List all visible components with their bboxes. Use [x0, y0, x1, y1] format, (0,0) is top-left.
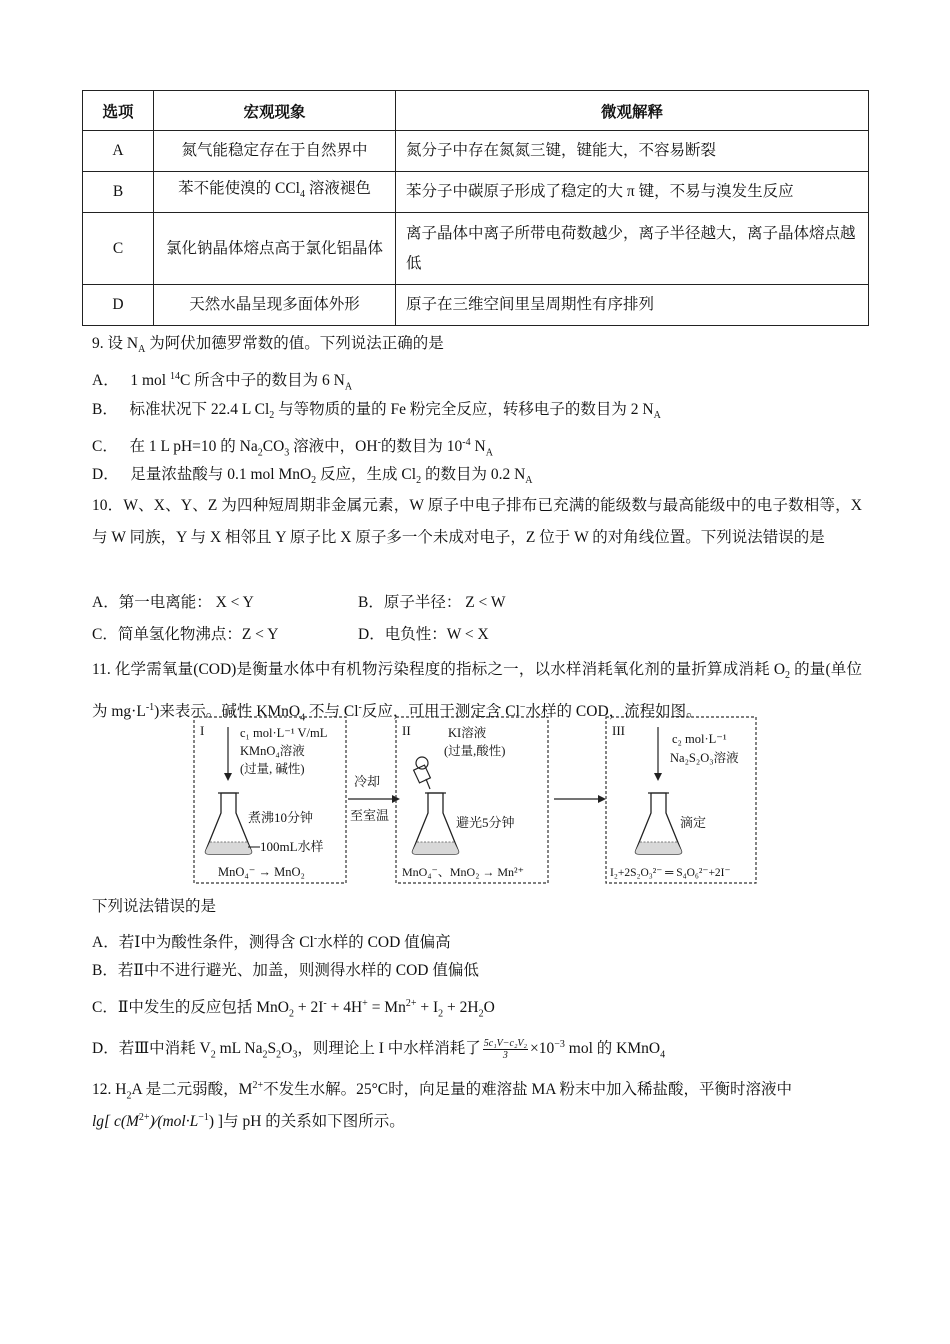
box-1-line2: KMnO₄溶液 — [240, 744, 305, 758]
q12-l1-c: 不发生水解。25°C时，向足量的难溶盐 MA 粉末中加入稀盐酸，平衡时溶液中 — [263, 1081, 793, 1099]
box-1-roman: I — [200, 723, 205, 738]
box-2-reaction: MnO₄⁻、MnO₂ → Mn²⁺ — [402, 865, 524, 879]
table-row — [83, 172, 869, 213]
q9-b-text-a: 标准状况下 22.4 L Cl — [129, 401, 270, 418]
q11-stem-c: )来表示。碱性 KMnO — [154, 703, 301, 721]
q11-a-text-b: 水样的 COD 值偏高 — [317, 934, 451, 952]
q12-l1-sup: 2+ — [252, 1080, 264, 1091]
q9-c-text-e: N — [470, 438, 486, 456]
q12-l1-sub: 2 — [126, 1090, 132, 1102]
q9-c-text-b: CO — [262, 438, 285, 456]
q10-option-d: D．电负性：W < X — [358, 626, 489, 643]
cell-macro: 氮气能稳定存在于自然界中 — [154, 131, 396, 172]
cell-option: A — [83, 131, 154, 172]
arrow-2-head — [598, 795, 606, 803]
box-1-arrow-head — [224, 773, 232, 781]
cell-option: C — [83, 213, 154, 285]
q11-c-sub2: 2 — [438, 1008, 444, 1020]
q9-option-b — [92, 399, 661, 427]
q11-d-frac-den: 3 — [502, 1050, 508, 1062]
q9-option-d — [92, 464, 533, 492]
box-3-step: 滴定 — [680, 815, 707, 830]
q9-option-a — [92, 366, 352, 398]
q11-stem-e: 反应，可用于测定含 Cl — [361, 703, 520, 721]
q9-b-label: B． — [92, 401, 118, 418]
box-3-roman: III — [612, 723, 625, 738]
q9-c-text-a: 在 1 L pH=10 的 Na — [129, 438, 258, 456]
q9-a-label: A． — [92, 372, 119, 390]
arrow-1-bottom-label: 至室温 — [350, 808, 390, 823]
box-1-sample: 100mL水样 — [260, 839, 324, 854]
box-1-step: 煮沸10分钟 — [248, 810, 314, 825]
q9-a-text-a: 1 mol — [130, 372, 170, 390]
q11-d-sub4: 3 — [292, 1049, 298, 1061]
box-3-reaction: I₂+2S₂O₃²⁻ ═ S₄O₆²⁻+2I⁻ — [610, 867, 731, 879]
q11-option-d — [92, 1030, 665, 1070]
q9-d-sub3: A — [525, 475, 533, 487]
box-1-reaction: MnO₄⁻ → MnO₂ — [218, 865, 305, 879]
box-2-line1: KI溶液 — [448, 726, 487, 740]
q9-d-sub1: 2 — [311, 475, 317, 487]
q12-l2-sup1: 2+ — [138, 1112, 150, 1123]
q11-stem-sub: 2 — [785, 670, 791, 682]
q9-stem-b: 为阿伏加德罗常数的值。下列说法正确的是 — [145, 335, 444, 352]
box-1-frame — [194, 717, 346, 883]
q11-d-sup: −3 — [554, 1039, 565, 1050]
q11-d-sub5: 4 — [660, 1049, 666, 1061]
q11-d-text-d: O — [281, 1040, 293, 1058]
flask-2-icon — [412, 793, 458, 854]
q11-c-text-b: + 2I — [293, 999, 324, 1017]
q11-c-text-a: C．Ⅱ中发生的反应包括 MnO — [92, 999, 289, 1017]
q9-stem-sub: A — [138, 344, 146, 356]
q11-stem-sup2: - — [358, 702, 362, 714]
q9-option-c — [92, 432, 493, 464]
box-2-line2: (过量,酸性) — [444, 744, 506, 758]
q11-d-text-b: mL Na — [215, 1040, 263, 1058]
q9-c-sup2: -4 — [462, 437, 471, 448]
q11-a-text-a: A．若Ⅰ中为酸性条件，测得含 Cl — [92, 934, 314, 952]
cell-macro-a: 苯不能使溴的 CCl — [178, 179, 300, 197]
q11-d-text-c: S — [267, 1040, 277, 1058]
q9-a-sub: A — [344, 381, 353, 393]
q9-a-text-b: C 所含中子的数目为 6 N — [179, 372, 345, 390]
table-row — [83, 131, 869, 172]
box-3-line2: Na₂S₂O₃溶液 — [670, 751, 739, 765]
q11-c-sub1: 2 — [288, 1008, 294, 1020]
q9-c-sub2: 3 — [284, 447, 290, 459]
q11-stem-sub2: 4 — [300, 712, 306, 724]
q12-l2-a: lg[ c(M — [92, 1113, 139, 1131]
q9-b-text-b: 与等物质的量的 Fe 粉完全反应，转移电子的数目为 2 N — [274, 401, 654, 418]
q9-stem — [92, 333, 444, 361]
q11-option-a — [92, 928, 451, 954]
q11-c-sub3: 2 — [478, 1008, 484, 1020]
box-2-frame — [396, 717, 548, 883]
cell-macro: 氯化钠晶体熔点高于氯化铝晶体 — [154, 213, 396, 285]
q12-line-2 — [92, 1107, 405, 1133]
q11-d-text-g: mol 的 KMnO — [564, 1040, 661, 1058]
q9-b-sub2: A — [653, 410, 661, 422]
box-1-line1: c₁ mol·L⁻¹ V/mL — [240, 726, 328, 740]
q11-sub-stem: 下列说法错误的是 — [92, 898, 217, 915]
cell-option: B — [83, 172, 154, 213]
box-2-step: 避光5分钟 — [456, 815, 515, 830]
cell-macro-b: 溶液褪色 — [304, 179, 371, 197]
q11-stem-sup1: -1 — [145, 702, 155, 714]
q11-option-b: B．若Ⅱ中不进行避光、加盖，则测得水样的 COD 值偏低 — [92, 962, 479, 979]
options-table — [82, 90, 869, 326]
q11-d-text-e: ，则理论上 I 中水样消耗了 — [297, 1040, 481, 1058]
q9-d-text-c: 的数目为 0.2 N — [421, 466, 526, 483]
cell-micro: 离子晶体中离子所带电荷数越少，离子半径越大，离子晶体熔点越低 — [396, 213, 869, 285]
q12-l2-sup2: −1 — [198, 1112, 209, 1123]
header-option: 选项 — [83, 91, 154, 131]
q11-d-sub1: 2 — [210, 1049, 216, 1061]
cell-micro: 原子在三维空间里呈周期性有序排列 — [396, 285, 869, 326]
box-2-roman: II — [402, 723, 411, 738]
q10-option-a: A．第一电离能： X < Y — [92, 594, 254, 611]
q9-d-label: D． — [92, 466, 119, 483]
box-3-line1: c₂ mol·L⁻¹ — [672, 732, 727, 746]
q9-d-text-a: 足量浓盐酸与 0.1 mol MnO — [130, 466, 312, 483]
q11-d-text-a: D．若Ⅲ中消耗 V — [92, 1040, 211, 1058]
arrow-1-top-label: 冷却 — [354, 774, 381, 789]
q11-c-text-c: + 4H — [326, 999, 363, 1017]
q12-l1-a: 12. H — [92, 1081, 127, 1099]
table-row — [83, 213, 869, 285]
q11-c-text-e: + I — [416, 999, 439, 1017]
q9-c-label: C． — [92, 438, 118, 456]
q9-c-text-d: 的数目为 10 — [380, 438, 463, 456]
q11-c-sup3: 2+ — [405, 998, 417, 1009]
q11-c-text-g: O — [483, 999, 495, 1017]
q12-line-1 — [92, 1075, 792, 1107]
q12-l1-b: A 是二元弱酸，M — [131, 1081, 253, 1099]
table-header-row — [83, 91, 869, 131]
q11-stem-f: 水样的 COD，流程如图。 — [525, 703, 702, 721]
q11-option-c — [92, 993, 495, 1025]
q11-c-sup2: + — [362, 998, 368, 1009]
dropper-bottle-icon — [414, 757, 431, 789]
q10-option-b: B．原子半径： Z < W — [358, 594, 506, 611]
cod-flow-diagram — [190, 713, 760, 888]
q12-l2-c: ) ]与 pH 的关系如下图所示。 — [208, 1113, 405, 1131]
cell-macro: 天然水晶呈现多面体外形 — [154, 285, 396, 326]
q9-c-sub3: A — [485, 447, 493, 459]
q11-stem-a: 11. 化学需氧量(COD)是衡量水体中有机物污染程度的指标之一，以水样消耗氧化剂的量折算成消耗 O — [92, 661, 786, 678]
q9-a-sup: 14 — [169, 371, 180, 382]
cell-macro — [154, 172, 396, 213]
q11-stem-d: 不与 Cl — [305, 703, 359, 721]
flask-1-icon — [205, 793, 251, 854]
q9-c-sub1: 2 — [257, 447, 263, 459]
header-micro: 微观解释 — [396, 91, 869, 131]
cell-micro: 苯分子中碳原子形成了稳定的大 π 键，不易与溴发生反应 — [396, 172, 869, 213]
q9-d-sub2: 2 — [416, 475, 422, 487]
q11-c-text-d: = Mn — [367, 999, 406, 1017]
q10-stem: 10．W、X、Y、Z 为四种短周期非金属元素，W 原子中电子排布已充满的能级数与最高能级中的电子数相等，X 与 W 同族，Y 与 X 相邻且 Y 原子比 X 原子多一个未成对电子，Z 位于 W 的对角线位置。下列说法错误的是 — [92, 497, 862, 546]
cell-macro-sub: 4 — [299, 189, 305, 201]
q11-d-frac-num: 5c₁V−c₂V₂ — [483, 1038, 528, 1050]
q11-d-text-f: ×10 — [530, 1040, 555, 1058]
q11-stem-b: 的量(单位为 mg·L — [92, 661, 862, 721]
q11-a-sup: - — [313, 933, 318, 944]
box-3-arrow-head — [654, 773, 662, 781]
flask-3-icon — [635, 793, 681, 854]
q11-d-sub3: 2 — [276, 1049, 282, 1061]
q9-c-sup1: - — [377, 437, 381, 448]
q9-b-sub1: 2 — [269, 410, 275, 422]
table-row — [83, 285, 869, 326]
cell-option: D — [83, 285, 154, 326]
header-macro: 宏观现象 — [154, 91, 396, 131]
cell-micro: 氮分子中存在氮氮三键，键能大，不容易断裂 — [396, 131, 869, 172]
q11-c-sup1: - — [323, 998, 327, 1009]
box-1-line3: (过量, 碱性) — [240, 762, 305, 776]
q11-stem-sup3: − — [519, 702, 526, 714]
q11-d-sub2: 2 — [262, 1049, 268, 1061]
q9-d-text-b: 反应，生成 Cl — [316, 466, 417, 483]
q9-c-text-c: 溶液中，OH — [289, 438, 378, 456]
q9-stem-a: 9. 设 N — [92, 335, 139, 352]
q10-option-c: C．简单氢化物沸点：Z < Y — [92, 626, 279, 643]
q11-d-fraction — [483, 1038, 528, 1061]
q11-c-text-f: + 2H — [443, 999, 479, 1017]
q12-l2-b: )∕(mol·L — [149, 1113, 199, 1131]
